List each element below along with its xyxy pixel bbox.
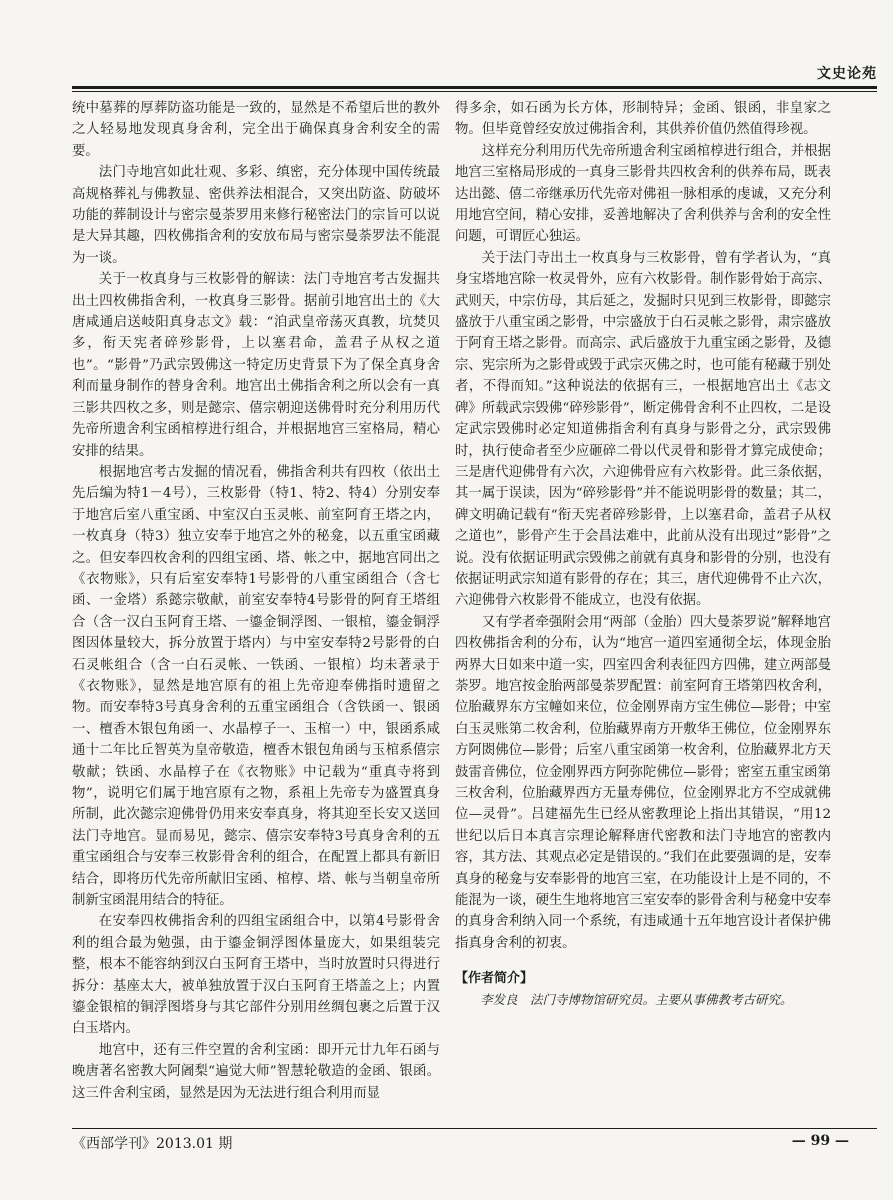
paragraph: 地宫中，还有三件空置的舍利宝函：即开元廿九年石函与晚唐著名密教大阿阇梨“遍觉大师”智慧轮敬造的金函、银函。这三件舍利宝函，显然是因为无法进行组合利用而显 <box>72 1042 440 1101</box>
author-bio-heading: 【作者简介】 <box>455 971 534 987</box>
footer-rule <box>72 1128 877 1129</box>
paragraph: 又有学者牵强附会用“两部（金胎）四大曼荼罗说”解释地宫四枚佛指舍利的分布，认为“地宫一道四室通彻全坛，体现金胎两界大日如来中道一实，四室四舍利表征四方四佛，建立两部曼荼罗。地宫按金胎两部曼荼罗配置：前室阿育王塔第四枚舍利，位胎藏界东方宝幢如来位，位金刚界南方宝生佛位—影骨；中室白玉灵账第二枚舍利，位胎藏界南方开敷华王佛位，位金刚界东方阿閦佛位—影骨；后室八重宝函第一枚舍利，位胎藏界北方天鼓雷音佛位，位金刚界西方阿弥陀佛位—影骨；密室五重宝函第三枚舍利，位胎藏界西方无量寿佛位，位金刚界北方不空成就佛位—灵骨”。吕建福先生已经从密教理论上指出其错误，“用12世纪以后日本真言宗理论解释唐代密教和法门寺地宫的密教内容，其方法、其观点必定是错误的。”我们在此要强调的是，安奉真身的秘龛与安奉影骨的地宫三室，在功能设计上是不同的，不能混为一谈，硬生生地将地宫三室安奉的影骨舍利与秘龛中安奉的真身舍利纳入同一个系统，有违咸通十五年地宫设计者保护佛指真身舍利的初衷。 <box>455 614 831 951</box>
journal-name: 《西部学刊》2013.01 期 <box>72 1136 233 1152</box>
header-rule-thin <box>72 91 877 92</box>
section-label: 文史论苑 <box>817 66 877 82</box>
right-column <box>455 98 831 1010</box>
left-column <box>72 98 440 1104</box>
author-bio-text: 李发良 法门寺博物馆研究员。主要从事佛教考古研究。 <box>480 991 793 1007</box>
paragraph: 得多余，如石函为长方体，形制特异；金函、银函，非皇家之物。但毕竟曾经安放过佛指舍利，其供养价值仍然值得珍视。 <box>455 101 831 138</box>
right-column-paragraphs <box>455 98 831 954</box>
paragraph: 关于一枚真身与三枚影骨的解读：法门寺地宫考古发掘共出土四枚佛指舍利，一枚真身三影骨。据前引地宫出土的《大唐咸通启送岐阳真身志文》载：“洎武皇帝荡灭真教，坑焚贝多，衔天宪者碎殄影骨，上以塞君命，盖君子从权之道也”。“影骨”乃武宗毁佛这一特定历史背景下为了保全真身舍利而量身制作的替身舍利。地宫出土佛指舍利之所以会有一真三影共四枚之多，则是懿宗、僖宗朝迎送佛骨时充分利用历代先帝所遗舍利宝函棺椁进行组合，并根据地宫三室格局，精心安排的结果。 <box>72 272 440 459</box>
page-number: — 99 — <box>791 1133 849 1149</box>
paragraph: 根据地宫考古发掘的情况看，佛指舍利共有四枚（依出土先后编为特1－4号），三枚影骨（特1、特2、特4）分别安奉于地宫后室八重宝函、中室汉白玉灵帐、前室阿育王塔之内，一枚真身（特3）独立安奉于地宫之外的秘龛，以五重宝函藏之。但安奉四枚舍利的四组宝函、塔、帐之中，据地宫同出之《衣物账》，只有后室安奉特1号影骨的八重宝函组合（含七函、一金塔）系懿宗敬献，前室安奉特4号影骨的阿育王塔组合（含一汉白玉阿育王塔、一鎏金铜浮图、一银棺，鎏金铜浮图因体量较大，拆分放置于塔内）与中室安奉特2号影骨的白石灵帐组合（含一白石灵帐、一铁函、一银棺）均未著录于《衣物账》，显然是地宫原有的祖上先帝迎奉佛指时遗留之物。而安奉特3号真身舍利的五重宝函组合（含铁函一、银函一、檀香木银包角函一、水晶椁子一、玉棺一）中，银函系咸通十二年比丘智英为皇帝敬造，檀香木银包角函与玉棺系僖宗敬献；铁函、水晶椁子在《衣物账》中记载为“重真寺将到物”，说明它们属于地宫原有之物，系祖上先帝专为盛置真身所制，此次懿宗迎佛骨仍用来安奉真身，将其迎至长安又送回法门寺地宫。显而易见，懿宗、僖宗安奉特3号真身舍利的五重宝函组合与安奉三枚影骨舍利的组合，在配置上都具有新旧结合，即将历代先帝所献旧宝函、棺椁、塔、帐与当朝皇帝所制新宝函混用结合的特征。 <box>72 464 440 909</box>
paragraph: 这样充分利用历代先帝所遗舍利宝函棺椁进行组合，并根据地宫三室格局形成的一真身三影骨共四枚舍利的供养布局，既表达出懿、僖二帝继承历代先帝对佛祖一脉相承的虔诚，又充分利用地宫空间，精心安排，妥善地解决了舍利供养与舍利的安全性问题，可谓匠心独运。 <box>455 143 831 245</box>
header-rule <box>72 86 877 89</box>
paragraph: 在安奉四枚佛指舍利的四组宝函组合中，以第4号影骨舍利的组合最为勉强，由于鎏金铜浮图体量庞大，如果组装完整，根本不能容纳到汉白玉阿育王塔中，当时放置时只得进行拆分：基座太大，被单独放置于汉白玉阿育王塔盖之上；内置鎏金银棺的铜浮图塔身与其它部件分别用丝绸包裹之后置于汉白玉塔内。 <box>72 914 440 1037</box>
paragraph: 关于法门寺出土一枚真身与三枚影骨，曾有学者认为，“真身宝塔地宫除一枚灵骨外，应有六枚影骨。制作影骨始于高宗、武则天，中宗仿母，其后延之，发掘时只见到三枚影骨，即懿宗盛放于八重宝函之影骨，中宗盛放于白石灵帐之影骨，肃宗盛放于阿育王塔之影骨。而高宗、武后盛放于九重宝函之影骨，及德宗、宪宗所为之影骨或毁于武宗灭佛之时，也可能有秘藏于别处者，不得而知。”这种说法的依据有三，一根据地宫出土《志文碑》所载武宗毁佛“碎殄影骨”，断定佛骨舍利不止四枚，二是设定武宗毁佛时必定知道佛指舍利有真身与影骨之分，武宗毁佛时，执行使命者至少应砸碎二骨以代灵骨和影骨才算完成使命；三是唐代迎佛骨有六次，六迎佛骨应有六枚影骨。此三条依据，其一属于误读，因为“碎殄影骨”并不能说明影骨的数量；其二，碑文明确记载有“衔天宪者碎殄影骨，上以塞君命，盖君子从权之道也”，影骨产生于会昌法难中，此前从没有出现过“影骨”之说。没有依据证明武宗毁佛之前就有真身和影骨的分别，也没有依据证明武宗知道有影骨的存在；其三，唐代迎佛骨不止六次，六迎佛骨六枚影骨不能成立，也没有依据。 <box>455 250 831 609</box>
paragraph: 法门寺地宫如此壮观、多彩、缜密，充分体现中国传统最高规格葬礼与佛教显、密供养法相混合，又突出防盗、防破坏功能的葬制设计与密宗曼荼罗用来修行秘密法门的宗旨可以说是大异其趣，四枚佛指舍利的安放布局与密宗曼荼罗法不能混为一谈。 <box>72 165 440 266</box>
paragraph: 统中墓葬的厚葬防盗功能是一致的，显然是不希望后世的教外之人轻易地发现真身舍利，完全出于确保真身舍利安全的需要。 <box>72 101 440 159</box>
